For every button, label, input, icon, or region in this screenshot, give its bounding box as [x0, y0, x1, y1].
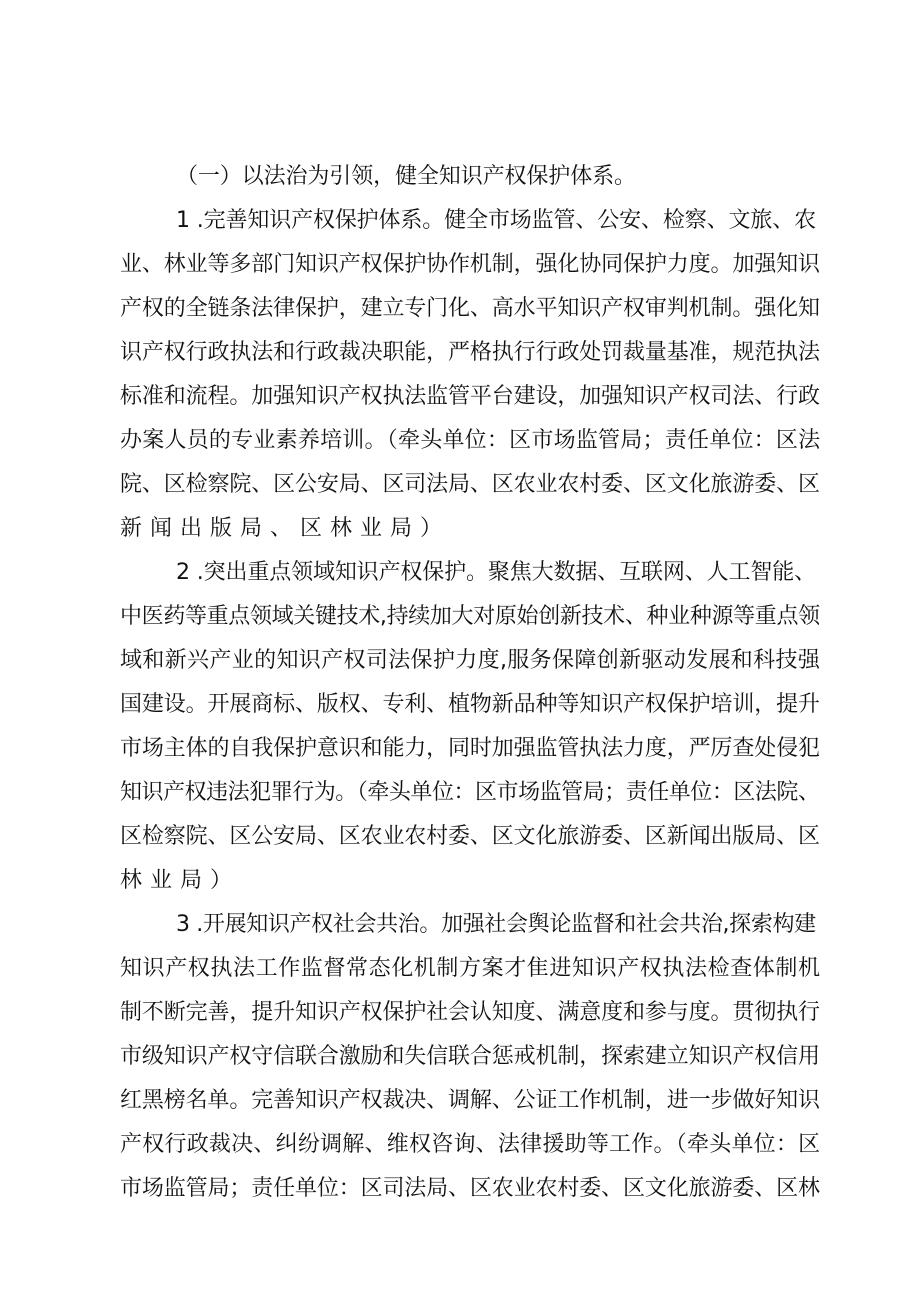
- paragraph-2-line: 2 .突出重点领域知识产权保护。聚焦大数据、互联网、人工智能、: [176, 560, 816, 585]
- paragraph-3-line: 制不断完善，提升知识产权保护社会认知度、满意度和参与度。贯彻执行: [120, 1000, 820, 1025]
- paragraph-1-line: 院、区检察院、区公安局、区司法局、区农业农村委、区文化旅游委、区: [120, 472, 820, 497]
- paragraph-2-line: 区检察院、区公安局、区农业农村委、区文化旅游委、区新闻出版局、区: [120, 824, 820, 849]
- paragraph-2-line: 国建设。开展商标、版权、专利、植物新品种等知识产权保护培训，提升: [120, 692, 820, 717]
- paragraph-1-line: 识产权行政执法和行政裁决职能，严格执行行政处罚裁量基准，规范执法: [120, 340, 820, 365]
- paragraph-2-line: 域和新兴产业的知识产权司法保护力度,服务保障创新驱动发展和科技强: [120, 648, 821, 673]
- paragraph-1-line: 办案人员的专业素养培训。（牵头单位：区市场监管局；责任单位：区法: [120, 428, 821, 453]
- paragraph-2-line: 林业局）: [120, 868, 241, 893]
- paragraph-2-line: 市场主体的自我保护意识和能力，同时加强监管执法力度，严厉查处侵犯: [120, 736, 820, 761]
- paragraph-1-line: 业、林业等多部门知识产权保护协作机制，强化协同保护力度。加强知识: [120, 252, 820, 277]
- paragraph-2-line: 知识产权违法犯罪行为。（牵头单位：区市场监管局；责任单位：区法院、: [120, 780, 820, 805]
- paragraph-2-line: 中医药等重点领域关键技术,持续加大对原始创新技术、种业种源等重点领: [120, 604, 820, 629]
- paragraph-3-line: 知识产权执法工作监督常态化机制方案才隹进知识产权执法检查体制机: [120, 956, 821, 981]
- paragraph-3-line: 市场监管局；责任单位：区司法局、区农业农村委、区文化旅游委、区林: [120, 1176, 820, 1201]
- paragraph-3-line: 产权行政裁决、纠纷调解、维权咨询、法律援助等工作。（牵头单位：区: [120, 1132, 821, 1157]
- paragraph-1-line: 新闻出版局、区林业局）: [120, 516, 451, 541]
- paragraph-3-line: 3 .开展知识产权社会共治。加强社会舆论监督和社会共治,探索构建: [176, 912, 816, 937]
- paragraph-1-line: 标准和流程。加强知识产权执法监管平台建设，加强知识产权司法、行政: [120, 384, 820, 409]
- paragraph-3-line: 红黑榜名单。完善知识产权裁决、调解、公证工作机制，进一步做好知识: [120, 1088, 820, 1113]
- section-heading: （一）以法治为引领，健全知识产权保护体系。: [176, 164, 636, 189]
- paragraph-3-line: 市级知识产权守信联合激励和失信联合惩戒机制，探索建立知识产权信用: [120, 1044, 820, 1069]
- paragraph-1-line: 1 .完善知识产权保护体系。健全市场监管、公安、检察、文旅、农: [176, 208, 816, 233]
- paragraph-1-line: 产权的全链条法律保护，建立专门化、高水平知识产权审判机制。强化知: [120, 296, 820, 321]
